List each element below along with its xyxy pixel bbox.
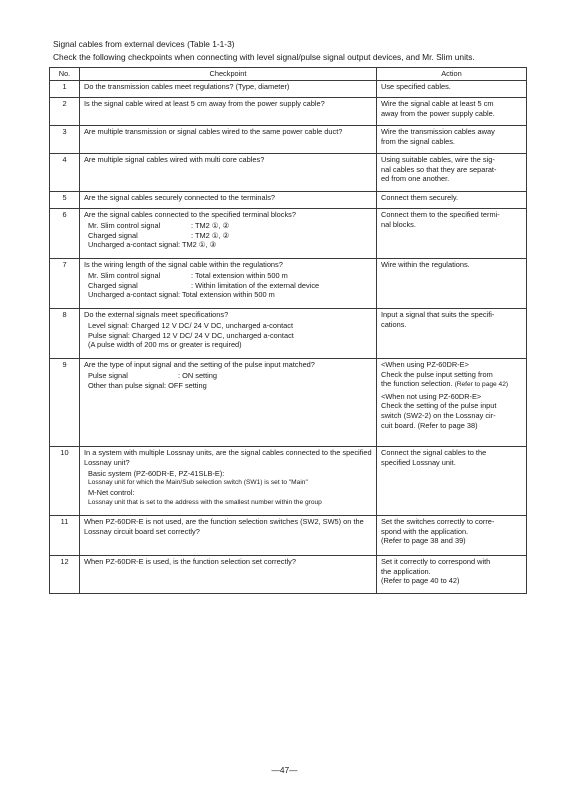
- checkpoint-details: [84, 271, 372, 300]
- detail-line: Basic system (PZ-60DR-E, PZ-41SLB-E):: [88, 468, 225, 478]
- action-line: Using suitable cables, wire the sig-: [381, 155, 495, 165]
- row-number: 9: [50, 358, 80, 446]
- row-number: 10: [50, 446, 80, 515]
- column-header-no: No.: [50, 68, 80, 81]
- action-line: Check the pulse input setting from: [381, 369, 493, 379]
- detail-value: : OFF setting: [164, 380, 207, 390]
- detail-line: [88, 221, 372, 231]
- checkpoint-table: [49, 67, 527, 594]
- action-cell: [377, 125, 527, 153]
- row-number: 11: [50, 515, 80, 555]
- detail-key: Mr. Slim control signal: [88, 271, 161, 281]
- action-line: <When not using PZ-60DR-E>: [381, 391, 482, 401]
- action-line: nal cables so that they are separat-: [381, 164, 497, 174]
- action-line: Set the switches correctly to corre-: [381, 517, 495, 527]
- action-line: Connect them securely.: [381, 193, 459, 203]
- table-row: [50, 358, 527, 446]
- action-cell: [377, 358, 527, 446]
- action-cell: [377, 80, 527, 97]
- checkpoint-cell: Do the transmission cables meet regulations? (Type, diameter): [80, 80, 377, 97]
- action-line: Input a signal that suits the specifi-: [381, 310, 495, 320]
- detail-line: [88, 381, 372, 391]
- action-line: Wire the transmission cables away: [381, 127, 495, 137]
- action-line: the application.: [381, 566, 431, 576]
- action-line: Connect the signal cables to the: [381, 448, 487, 458]
- detail-value: : TM2 ①, ②: [191, 230, 230, 240]
- table-row: [50, 446, 527, 515]
- action-line: from the signal cables.: [381, 136, 455, 146]
- detail-line: [88, 371, 372, 381]
- checkpoint-details: [84, 469, 372, 507]
- row-number: 8: [50, 308, 80, 358]
- detail-key: Pulse signal: [88, 371, 128, 381]
- action-cell: [377, 308, 527, 358]
- detail-key: Charged signal: [88, 230, 138, 240]
- section-title: Signal cables from external devices (Table 1-1-3): [53, 39, 235, 49]
- detail-line: Pulse signal: Charged 12 V DC/ 24 V DC, uncharged a-contact: [88, 330, 294, 340]
- detail-line: [88, 231, 372, 241]
- action-line: ed from one another.: [381, 174, 450, 184]
- table-row: [50, 153, 527, 191]
- checkpoint-cell: [80, 208, 377, 258]
- column-header-checkpoint: Checkpoint: [80, 68, 377, 81]
- checkpoint-cell: When PZ-60DR-E is used, is the function selection set correctly?: [80, 555, 377, 593]
- detail-line: Lossnay unit that is set to the address with the smallest number within the group: [88, 498, 322, 506]
- detail-value: : Total extension within 500 m: [177, 290, 275, 300]
- checkpoint-question: Are the type of input signal and the setting of the pulse input matched?: [84, 360, 315, 370]
- detail-line: Lossnay unit for which the Main/Sub selection switch (SW1) is set to "Main": [88, 479, 308, 487]
- detail-line: [88, 271, 372, 281]
- checkpoint-details: [84, 321, 372, 350]
- detail-key: Other than pulse signal: [88, 380, 165, 390]
- detail-key: Charged signal: [88, 280, 138, 290]
- table-row: [50, 308, 527, 358]
- checkpoint-cell: [80, 308, 377, 358]
- checkpoint-cell: [80, 258, 377, 308]
- action-line: specified Lossnay unit.: [381, 457, 456, 467]
- row-number: 2: [50, 97, 80, 125]
- detail-value: : TM2 ①, ②: [191, 221, 230, 231]
- table-row: [50, 515, 527, 555]
- action-line: cations.: [381, 319, 407, 329]
- checkpoint-cell: Are multiple transmission or signal cables wired to the same power cable duct?: [80, 125, 377, 153]
- action-cell: [377, 258, 527, 308]
- checkpoint-details: [84, 221, 372, 250]
- row-number: 4: [50, 153, 80, 191]
- action-line: <When using PZ-60DR-E>: [381, 360, 469, 370]
- page-reference: (Refer to page 42): [454, 381, 509, 389]
- action-line: Wire within the regulations.: [381, 260, 470, 270]
- row-number: 3: [50, 125, 80, 153]
- table-row: [50, 125, 527, 153]
- action-line: Set it correctly to correspond with: [381, 557, 491, 567]
- detail-key: Uncharged a-contact signal: [88, 290, 178, 300]
- action-line: (Refer to page 40 to 42): [381, 576, 460, 586]
- checkpoint-cell: [80, 446, 377, 515]
- table-row: [50, 208, 527, 258]
- table-header-row: [50, 68, 527, 81]
- action-cell: [377, 97, 527, 125]
- row-number: 12: [50, 555, 80, 593]
- checkpoint-question: Is the wiring length of the signal cable within the regulations?: [84, 260, 283, 270]
- checkpoint-question: In a system with multiple Lossnay units, are the signal cables connected to the specified Lossnay unit?: [84, 448, 372, 467]
- section-subtitle: Check the following checkpoints when connecting with level signal/pulse signal output devices, and Mr. Slim units.: [53, 52, 475, 62]
- row-number: 5: [50, 191, 80, 208]
- page-number: —47—: [271, 765, 298, 775]
- action-text: the function selection.: [381, 379, 453, 389]
- detail-line: [88, 281, 372, 291]
- action-line: (Refer to page 38 and 39): [381, 536, 466, 546]
- action-cell: [377, 191, 527, 208]
- detail-key: Uncharged a-contact signal: [88, 240, 178, 250]
- detail-line: [88, 240, 372, 250]
- detail-key: Mr. Slim control signal: [88, 221, 161, 231]
- detail-value: : Within limitation of the external device: [191, 280, 320, 290]
- checkpoint-question: Do the external signals meet specifications?: [84, 310, 229, 320]
- row-number: 7: [50, 258, 80, 308]
- row-number: 6: [50, 208, 80, 258]
- checkpoint-cell: Is the signal cable wired at least 5 cm away from the power supply cable?: [80, 97, 377, 125]
- table-row: [50, 97, 527, 125]
- table-row: [50, 258, 527, 308]
- action-line: cuit board. (Refer to page 38): [381, 420, 478, 430]
- action-line: [381, 379, 522, 390]
- detail-line: M-Net control:: [88, 487, 135, 497]
- checkpoint-details: [84, 371, 372, 390]
- action-line: Connect them to the specified termi-: [381, 210, 500, 220]
- detail-line: (A pulse width of 200 ms or greater is required): [88, 340, 242, 350]
- action-cell: [377, 153, 527, 191]
- action-line: nal blocks.: [381, 219, 416, 229]
- action-line: Check the setting of the pulse input: [381, 401, 497, 411]
- action-line: away from the power supply cable.: [381, 108, 495, 118]
- detail-value: : Total extension within 500 m: [191, 271, 288, 281]
- checkpoint-cell: Are the signal cables securely connected to the terminals?: [80, 191, 377, 208]
- detail-line: Level signal: Charged 12 V DC/ 24 V DC, uncharged a-contact: [88, 321, 293, 331]
- checkpoint-cell: When PZ-60DR-E is not used, are the function selection switches (SW2, SW5) on the Lossnay circuit board set correctly?: [80, 515, 377, 555]
- action-line: spond with the application.: [381, 526, 469, 536]
- detail-line: [88, 290, 372, 300]
- action-line: Use specified cables.: [381, 82, 451, 92]
- checkpoint-question: Are the signal cables connected to the specified terminal blocks?: [84, 210, 296, 220]
- action-line: switch (SW2-2) on the Lossnay cir-: [381, 411, 496, 421]
- column-header-action: Action: [377, 68, 527, 81]
- table-row: [50, 191, 527, 208]
- action-cell: [377, 515, 527, 555]
- row-number: 1: [50, 80, 80, 97]
- table-row: [50, 555, 527, 593]
- checkpoint-cell: Are multiple signal cables wired with multi core cables?: [80, 153, 377, 191]
- action-cell: [377, 208, 527, 258]
- action-cell: [377, 555, 527, 593]
- action-line: Wire the signal cable at least 5 cm: [381, 99, 494, 109]
- detail-value: : TM2 ①, ③: [177, 240, 217, 250]
- action-cell: [377, 446, 527, 515]
- table-row: [50, 80, 527, 97]
- detail-value: : ON setting: [178, 371, 218, 381]
- checkpoint-cell: [80, 358, 377, 446]
